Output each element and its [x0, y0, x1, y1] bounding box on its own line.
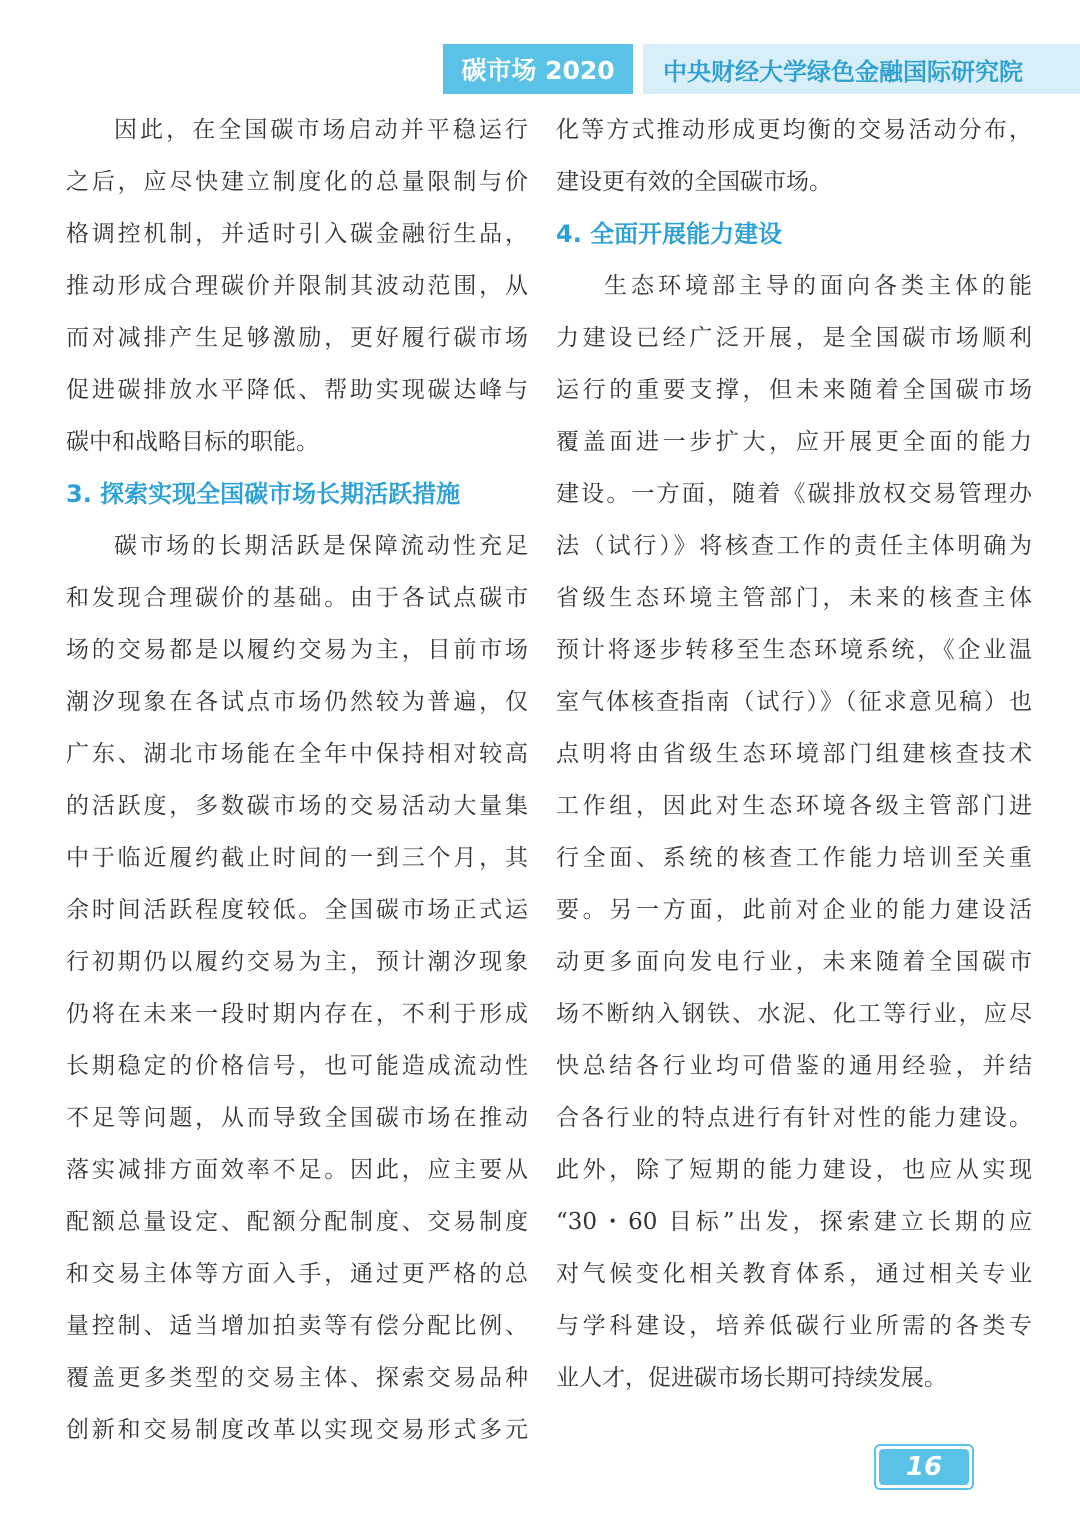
paragraph-line: 行初期仍以履约交易为主，预计潮汐现象: [66, 949, 528, 975]
paragraph-line: 不足等问题，从而导致全国碳市场在推动: [66, 1105, 528, 1131]
page-number: 16: [879, 1449, 969, 1485]
paragraph-line: 此外，除了短期的能力建设，也应从实现: [556, 1157, 1032, 1183]
paragraph-line: 格调控机制，并适时引入碳金融衍生品，: [66, 221, 528, 247]
paragraph-line: 行全面、系统的核查工作能力培训至关重: [556, 845, 1032, 871]
paragraph-line: 仍将在未来一段时期内存在，不利于形成: [66, 1001, 528, 1027]
paragraph-line: 中于临近履约截止时间的一到三个月，其: [66, 845, 528, 871]
paragraph-line: 余时间活跃程度较低。全国碳市场正式运: [66, 897, 528, 923]
paragraph-line: 促进碳排放水平降低、帮助实现碳达峰与: [66, 377, 528, 403]
paragraph-line: 和交易主体等方面入手，通过更严格的总: [66, 1261, 528, 1287]
section-heading: 4. 全面开展能力建设: [556, 220, 783, 248]
paragraph-line: 场的交易都是以履约交易为主，目前市场: [66, 637, 528, 663]
paragraph-line: 碳中和战略目标的职能。: [66, 429, 319, 455]
right-column: [556, 104, 1032, 1404]
left-column: [66, 104, 528, 1456]
paragraph-line: 对气候变化相关教育体系，通过相关专业: [556, 1261, 1032, 1287]
paragraph-line: 场不断纳入钢铁、水泥、化工等行业，应尽: [556, 1001, 1032, 1027]
paragraph-line: 长期稳定的价格信号，也可能造成流动性: [66, 1053, 528, 1079]
paragraph-line: 之后，应尽快建立制度化的总量限制与价: [66, 169, 528, 195]
paragraph-line: 量控制、适当增加拍卖等有偿分配比例、: [66, 1313, 528, 1339]
paragraph-line: 因此，在全国碳市场启动并平稳运行: [114, 117, 528, 143]
paragraph-line: 和发现合理碳价的基础。由于各试点碳市: [66, 585, 528, 611]
paragraph-line: 工作组，因此对生态环境各级主管部门进: [556, 793, 1032, 819]
paragraph-line: 业人才，促进碳市场长期可持续发展。: [556, 1365, 947, 1391]
paragraph-line: 室气体核查指南（试行）》（征求意见稿）也: [556, 689, 1032, 715]
institute-name: 中央财经大学绿色金融国际研究院: [643, 44, 1080, 94]
paragraph-line: 创新和交易制度改革以实现交易形式多元: [66, 1417, 528, 1443]
paragraph-line: 快总结各行业均可借鉴的通用经验，并结: [556, 1053, 1032, 1079]
paragraph-line: 建设。一方面，随着《碳排放权交易管理办: [556, 481, 1032, 507]
paragraph-line: 建设更有效的全国碳市场。: [556, 169, 832, 195]
paragraph-line: 落实减排方面效率不足。因此，应主要从: [66, 1157, 528, 1183]
paragraph-line: 法（试行）》将核查工作的责任主体明确为: [556, 533, 1032, 559]
paragraph-line: 力建设已经广泛开展，是全国碳市场顺利: [556, 325, 1032, 351]
section-heading: 3. 探索实现全国碳市场长期活跃措施: [66, 480, 461, 508]
paragraph-line: 广东、湖北市场能在全年中保持相对较高: [66, 741, 528, 767]
paragraph-line: 配额总量设定、配额分配制度、交易制度: [66, 1209, 528, 1235]
paragraph-line: 生态环境部主导的面向各类主体的能: [604, 273, 1032, 299]
paragraph-line: 推动形成合理碳价并限制其波动范围，从: [66, 273, 528, 299]
paragraph-line: 运行的重要支撑，但未来随着全国碳市场: [556, 377, 1032, 403]
paragraph-line: 动更多面向发电行业，未来随着全国碳市: [556, 949, 1032, 975]
paragraph-line: 覆盖更多类型的交易主体、探索交易品种: [66, 1365, 528, 1391]
paragraph-line: 化等方式推动形成更均衡的交易活动分布，: [556, 117, 1032, 143]
paragraph-line: 的活跃度，多数碳市场的交易活动大量集: [66, 793, 528, 819]
paragraph-line: 覆盖面进一步扩大，应开展更全面的能力: [556, 429, 1032, 455]
paragraph-line: 碳市场的长期活跃是保障流动性充足: [114, 533, 528, 559]
paragraph-line: 而对减排产生足够激励，更好履行碳市场: [66, 325, 528, 351]
paragraph-line: 预计将逐步转移至生态环境系统，《企业温: [556, 637, 1032, 663]
paragraph-line: 与学科建设，培养低碳行业所需的各类专: [556, 1313, 1032, 1339]
page-number-badge: [874, 1444, 974, 1490]
publication-title: 碳市场 2020: [443, 44, 633, 94]
paragraph-line: 省级生态环境主管部门，未来的核查主体: [556, 585, 1032, 611]
paragraph-line: 合各行业的特点进行有针对性的能力建设。: [556, 1105, 1032, 1131]
paragraph-line: 点明将由省级生态环境部门组建核查技术: [556, 741, 1032, 767]
paragraph-line: 要。另一方面，此前对企业的能力建设活: [556, 897, 1032, 923]
paragraph-line: “30・60 目标”出发，探索建立长期的应: [556, 1209, 1032, 1235]
paragraph-line: 潮汐现象在各试点市场仍然较为普遍，仅: [66, 689, 528, 715]
